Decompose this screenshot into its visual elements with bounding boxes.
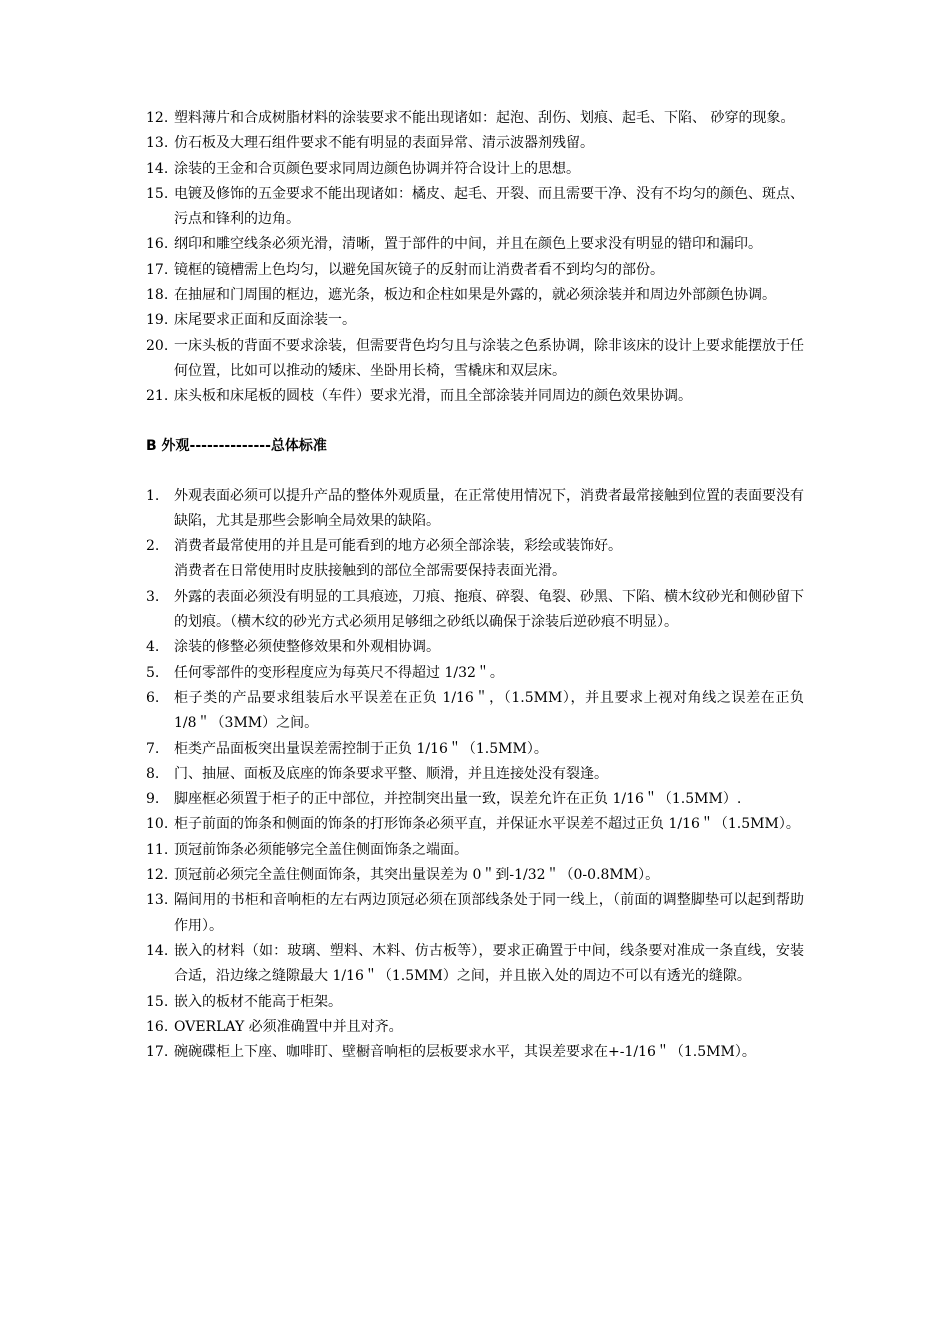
list-item-number: 2.: [146, 538, 160, 555]
list-item: [146, 990, 804, 1015]
list-item-text: 镜框的镜槽需上色均匀，以避免国灰镜子的反射而让消费者看不到均匀的部份。: [174, 261, 664, 278]
list-item-number: 16.: [146, 236, 169, 253]
list-item-number: 14.: [146, 942, 169, 959]
list-item-number: 12.: [146, 867, 169, 884]
section-b-list: [146, 484, 804, 1066]
list-item-text: 一床头板的背面不要求涂装，但需要背色均匀且与涂装之色系协调，除非该床的设计上要求能摆放于任何位置，比如可以推动的矮床、坐卧用长椅，雪橇床和双层床。: [174, 337, 804, 379]
list-item-number: 18.: [146, 287, 169, 304]
list-item: [146, 762, 804, 787]
list-item-text: 电镀及修饰的五金要求不能出现诸如：橘皮、起毛、开裂、而且需要干净、没有不均匀的颜色、斑点、污点和锋利的边角。: [174, 185, 804, 228]
list-item: [146, 812, 804, 837]
list-item-text: 床尾要求正面和反面涂装一。: [174, 312, 356, 329]
list-item-number: 13.: [146, 135, 169, 152]
list-item: [146, 334, 804, 385]
list-item-text: 柜类产品面板突出量误差需控制于正负 1/16＂（1.5MM）。: [174, 740, 548, 757]
list-item-number: 15.: [146, 993, 169, 1010]
list-item: [146, 106, 804, 131]
list-item-extra-text: 消费者在日常使用时皮肤接触到的部位全部需要保持表面光滑。: [174, 563, 566, 580]
list-item: [146, 585, 804, 636]
list-item: [146, 484, 804, 535]
list-item-text: 塑料薄片和合成树脂材料的涂装要求不能出现诸如：起泡、刮伤、划痕、起毛、下陷、 砂穿的现象。: [174, 110, 795, 126]
list-item-text: 床头板和床尾板的圆枝（车件）要求光滑，而且全部涂装并同周边的颜色效果协调。: [174, 388, 692, 405]
list-item-text: 涂装的王金和合页颜色要求同周边颜色协调并符合设计上的思想。: [174, 160, 580, 177]
list-item-number: 10.: [146, 816, 169, 833]
list-item-text: 柜子类的产品要求组装后水平误差在正负 1/16＂，（1.5MM），并且要求上视对角线之误差在正负 1/8＂（3MM）之间。: [174, 689, 804, 732]
list-item-text: 隔间用的书柜和音响柜的左右两边顶冠必须在顶部线条处于同一线上，（前面的调整脚垫可以起到帮助作用）。: [174, 892, 804, 934]
list-item: [146, 182, 804, 233]
list-item-number: 4.: [146, 639, 160, 656]
list-item-number: 6.: [146, 689, 160, 706]
list-item-text: 消费者最常使用的并且是可能看到的地方必须全部涂装，彩绘或装饰好。: [174, 538, 622, 555]
list-item-text: 柜子前面的饰条和侧面的饰条的打形饰条必须平直，并保证水平误差不超过正负 1/16＂（1.5MM）。: [174, 816, 800, 833]
list-item: [146, 888, 804, 939]
list-item-number: 7.: [146, 740, 160, 757]
list-item: [146, 534, 804, 585]
list-item-number: 14.: [146, 160, 169, 177]
list-item-text: 纲印和雕空线条必须光滑，清晰，置于部件的中间，并且在颜色上要求没有明显的错印和漏印。: [174, 236, 762, 253]
section-a-list: [146, 106, 804, 410]
list-item: [146, 635, 804, 660]
list-item-number: 1.: [146, 487, 160, 504]
list-item: [146, 258, 804, 283]
list-item-number: 17.: [146, 1044, 169, 1061]
list-item: [146, 737, 804, 762]
list-item-text: 门、抽屉、面板及底座的饰条要求平整、顺滑，并且连接处没有裂逢。: [174, 765, 608, 782]
list-item-number: 12.: [146, 110, 169, 126]
list-item: [146, 384, 804, 409]
list-item-text: 顶冠前必须完全盖住侧面饰条，其突出量误差为 0＂到-1/32＂（0-0.8MM）。: [174, 867, 660, 884]
list-item: [146, 232, 804, 257]
list-item-number: 19.: [146, 312, 169, 329]
list-item: [146, 838, 804, 863]
list-item-number: 9.: [146, 791, 160, 808]
list-item-text: 任何零部件的变形程度应为每英尺不得超过 1/32＂。: [174, 664, 504, 681]
list-item-text: 嵌入的板材不能高于柜架。: [174, 993, 342, 1010]
list-item: [146, 1040, 804, 1065]
list-item-number: 15.: [146, 185, 169, 202]
list-item-text: 脚座框必须置于柜子的正中部位，并控制突出量一致，误差允许在正负 1/16＂（1.5MM）.: [174, 791, 742, 808]
list-item: [146, 283, 804, 308]
list-item-text: 在抽屉和门周围的框边，遮光条，板边和企柱如果是外露的，就必须涂装并和周边外部颜色协调。: [174, 287, 776, 304]
list-item-number: 20.: [146, 337, 169, 354]
list-item-number: 11.: [146, 841, 169, 858]
list-item: [146, 939, 804, 990]
list-item: [146, 787, 804, 812]
list-item-number: 17.: [146, 261, 169, 278]
list-item-text: 外露的表面必须没有明显的工具痕迹，刀痕、拖痕、碎裂、龟裂、砂黑、下陷、横木纹砂光和侧砂留下的划痕。（横木纹的砂光方式必须用足够细之砂纸以确保于涂装后逆砂痕不明显）。: [174, 588, 804, 631]
list-item-text: OVERLAY 必须准确置中并且对齐。: [174, 1018, 403, 1035]
list-item: [146, 157, 804, 182]
list-item-text: 碗碗碟柜上下座、咖啡盯、壁橱音响柜的层板要求水平，其误差要求在+-1/16＂（1.5MM）。: [174, 1044, 756, 1061]
list-item: [146, 1015, 804, 1040]
list-item: [146, 661, 804, 686]
list-item: [146, 686, 804, 737]
list-item: [146, 308, 804, 333]
list-item-text: 外观表面必须可以提升产品的整体外观质量，在正常使用情况下，消费者最常接触到位置的表面要没有缺陷，尤其是那些会影响全局效果的缺陷。: [174, 487, 804, 529]
list-item: [146, 131, 804, 156]
list-item-text: 涂装的修整必须使整修效果和外观相协调。: [174, 639, 440, 656]
list-item-text: 仿石板及大理石组件要求不能有明显的表面异常、清示波器剂残留。: [174, 135, 594, 152]
list-item-number: 21.: [146, 388, 169, 405]
list-item-number: 16.: [146, 1018, 169, 1035]
list-item-number: 13.: [146, 892, 169, 909]
list-item-number: 8.: [146, 765, 160, 782]
list-item-text: 顶冠前饰条必须能够完全盖住侧面饰条之端面。: [174, 841, 468, 858]
list-item-number: 5.: [146, 664, 160, 681]
list-item-text: 嵌入的材料（如：玻璃、塑料、木料、仿古板等），要求正确置于中间，线条要对准成一条直线，安装合适，沿边缘之缝隙最大 1/16＂（1.5MM）之间，并且嵌入处的周边不可以有透光的缝隙。: [174, 942, 804, 985]
list-item-number: 3.: [146, 588, 160, 605]
list-item: [146, 863, 804, 888]
section-b-heading: B 外观--------------总体标准: [146, 437, 327, 454]
